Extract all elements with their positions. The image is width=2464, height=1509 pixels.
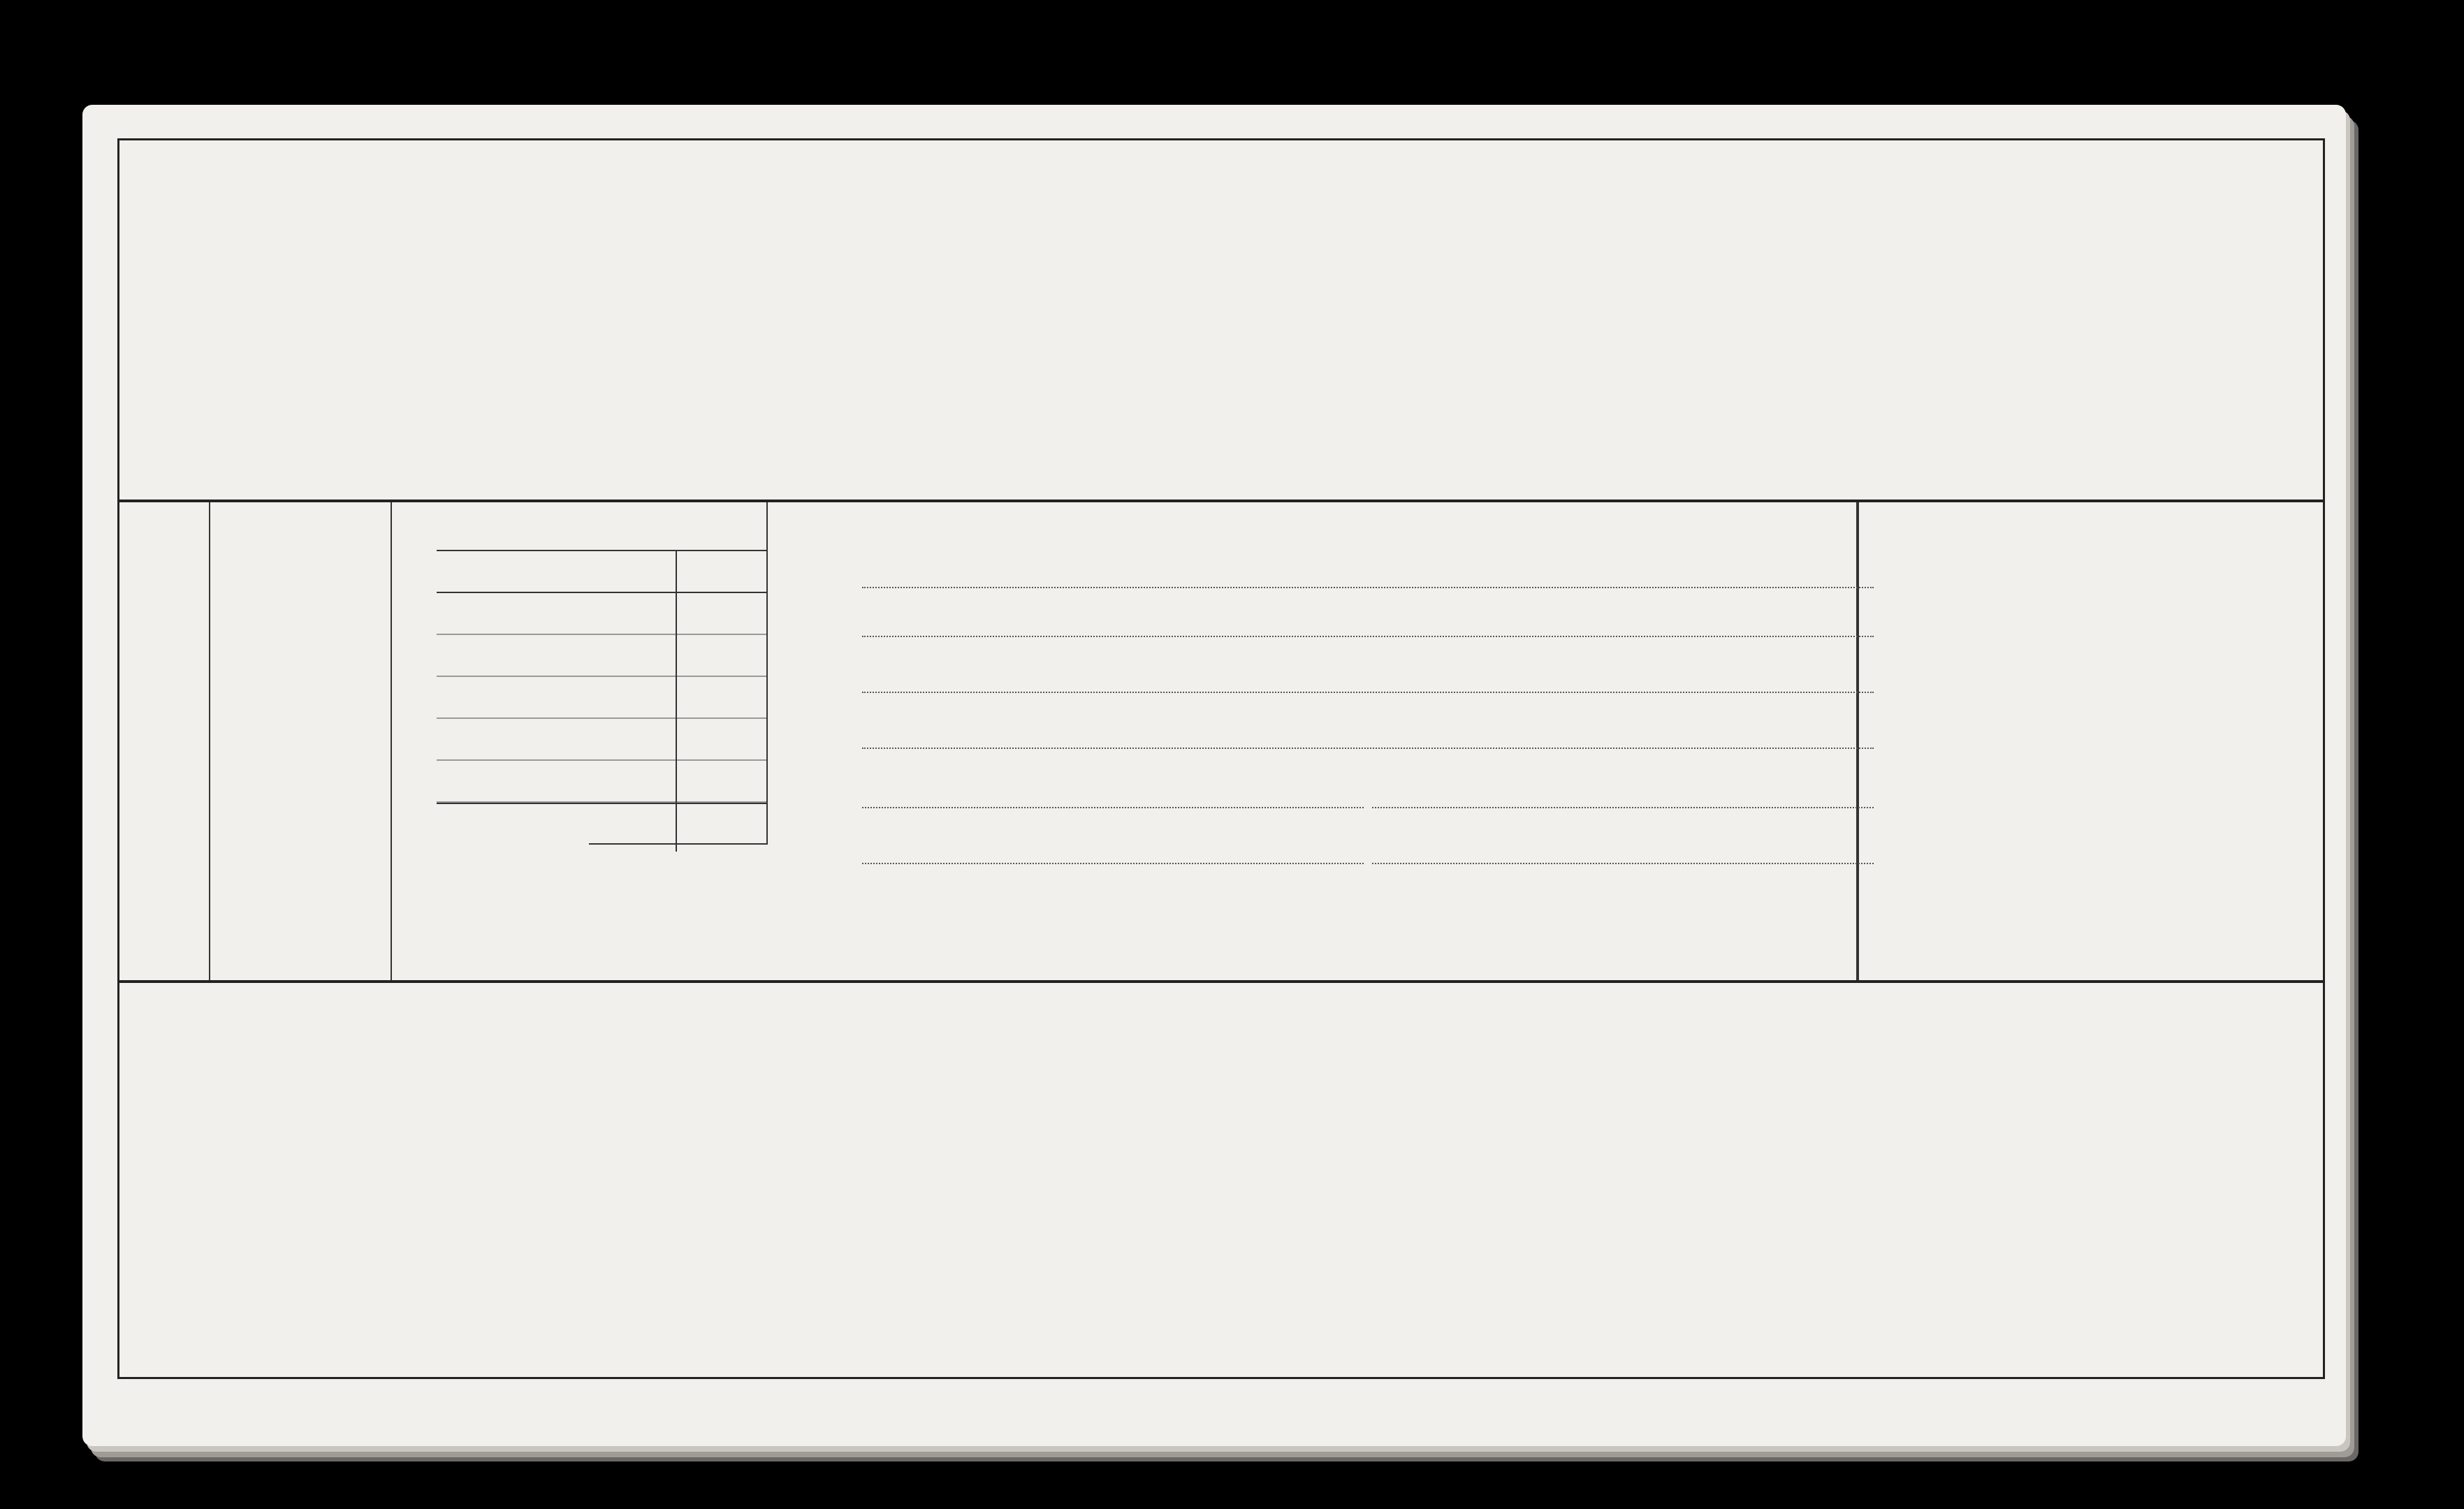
question-2: [858, 636, 1878, 641]
trade-qty-header: [677, 551, 768, 593]
crops-table: [117, 138, 2325, 502]
trade-name-lines: [437, 593, 677, 803]
orchard-korney-header: [677, 803, 768, 845]
middle-section: [117, 500, 2325, 982]
orchard-desyatin-header: [589, 803, 677, 845]
private-block: [768, 502, 1858, 980]
pop-title: [1858, 502, 1920, 980]
trade-title: [437, 502, 768, 551]
question-4: [858, 748, 1878, 753]
question-3: [858, 692, 1878, 697]
workers-title: [391, 502, 437, 980]
blank-col: [119, 502, 210, 980]
question-5: [858, 807, 1878, 812]
question-6: [858, 863, 1878, 868]
census-card: [82, 105, 2346, 1446]
trade-name-header: [437, 551, 677, 593]
question-1b: [858, 587, 1878, 592]
trade-qty-lines: [677, 593, 768, 803]
lease-table: [117, 981, 2325, 1379]
